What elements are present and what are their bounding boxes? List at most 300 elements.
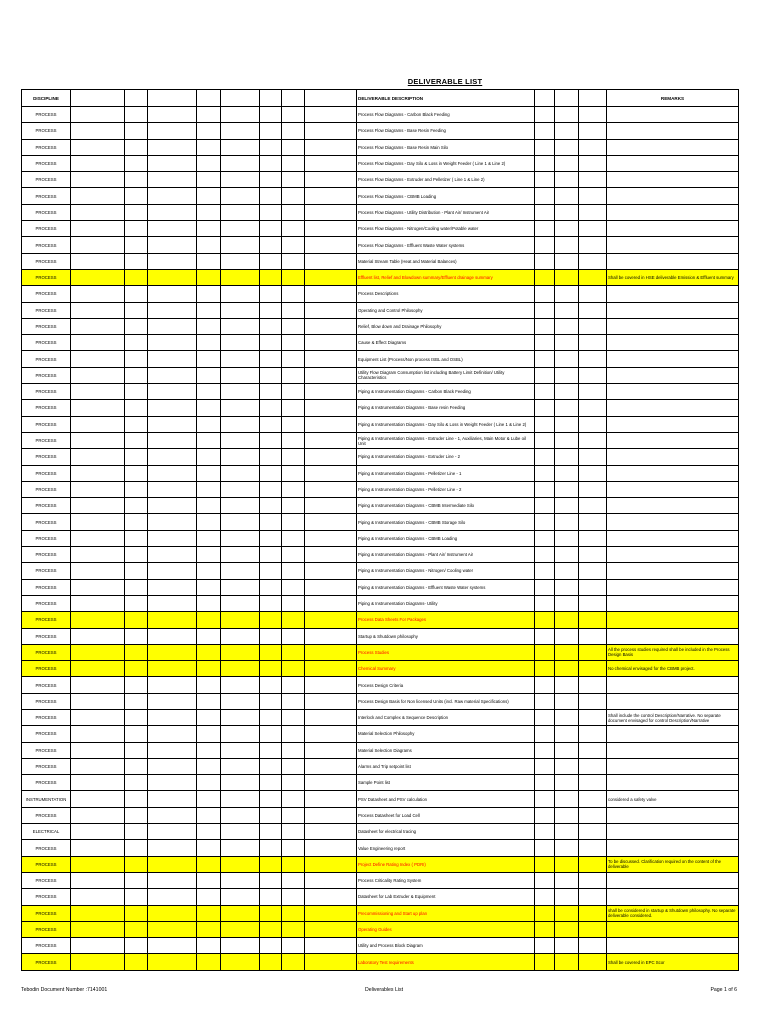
cell-empty <box>555 677 579 693</box>
cell-empty <box>148 579 197 595</box>
cell-empty <box>260 286 282 302</box>
cell-empty <box>535 938 555 954</box>
cell-empty <box>579 758 607 774</box>
cell-empty <box>555 530 579 546</box>
cell-empty <box>71 253 125 269</box>
cell-empty <box>197 384 221 400</box>
cell-empty <box>125 302 148 318</box>
cell-empty <box>221 775 260 791</box>
cell-empty <box>221 742 260 758</box>
cell-empty <box>260 318 282 334</box>
cell-empty <box>282 547 305 563</box>
cell-remarks <box>607 465 739 481</box>
cell-empty <box>71 286 125 302</box>
cell-remarks <box>607 221 739 237</box>
cell-empty <box>197 856 221 872</box>
cell-empty <box>555 726 579 742</box>
table-row <box>22 204 739 220</box>
cell-empty <box>221 807 260 823</box>
cell-empty <box>579 872 607 888</box>
cell-empty <box>148 449 197 465</box>
cell-description: Piping & Instrumentation Diagrams - CBMB Storage Silo <box>357 514 535 530</box>
cell-empty <box>535 335 555 351</box>
cell-discipline: PROCESS <box>22 954 71 970</box>
cell-empty <box>221 856 260 872</box>
cell-empty <box>221 204 260 220</box>
table-row <box>22 107 739 123</box>
table-row <box>22 775 739 791</box>
cell-description: Process Criticality Rating System <box>357 872 535 888</box>
cell-empty <box>579 498 607 514</box>
cell-description: Material Selection Philosophy <box>357 726 535 742</box>
cell-empty <box>148 432 197 448</box>
cell-empty <box>221 709 260 725</box>
table-header-row <box>22 90 739 107</box>
cell-discipline: PROCESS <box>22 612 71 628</box>
cell-empty <box>555 775 579 791</box>
cell-discipline: PROCESS <box>22 481 71 497</box>
cell-empty <box>221 400 260 416</box>
cell-empty <box>305 872 357 888</box>
cell-description: Value Engineering report <box>357 840 535 856</box>
cell-empty <box>579 465 607 481</box>
cell-empty <box>282 221 305 237</box>
cell-empty <box>125 530 148 546</box>
cell-empty <box>197 563 221 579</box>
cell-empty <box>282 498 305 514</box>
cell-empty <box>579 824 607 840</box>
table-row <box>22 726 739 742</box>
cell-empty <box>579 644 607 660</box>
cell-empty <box>197 905 221 921</box>
cell-empty <box>71 335 125 351</box>
cell-remarks <box>607 335 739 351</box>
cell-empty <box>535 579 555 595</box>
cell-empty <box>282 758 305 774</box>
cell-empty <box>579 237 607 253</box>
cell-empty <box>555 123 579 139</box>
cell-empty <box>71 856 125 872</box>
cell-empty <box>282 530 305 546</box>
cell-description: Process Flow Diagrams - Base Resin Feeding <box>357 123 535 139</box>
cell-empty <box>260 269 282 285</box>
cell-empty <box>197 938 221 954</box>
cell-remarks <box>607 742 739 758</box>
cell-empty <box>221 758 260 774</box>
table-row <box>22 514 739 530</box>
cell-discipline: PROCESS <box>22 693 71 709</box>
cell-empty <box>221 921 260 937</box>
table-row <box>22 123 739 139</box>
cell-empty <box>282 204 305 220</box>
cell-empty <box>305 693 357 709</box>
cell-empty <box>197 335 221 351</box>
cell-empty <box>148 547 197 563</box>
cell-description: Process Flow Diagrams - Nitrogen/Cooling water/Potable water <box>357 221 535 237</box>
cell-empty <box>71 954 125 970</box>
cell-empty <box>221 612 260 628</box>
cell-empty <box>125 872 148 888</box>
table-row <box>22 856 739 872</box>
cell-empty <box>221 465 260 481</box>
cell-empty <box>148 726 197 742</box>
cell-empty <box>148 791 197 807</box>
cell-empty <box>71 563 125 579</box>
cell-empty <box>305 237 357 253</box>
cell-empty <box>148 872 197 888</box>
cell-empty <box>71 547 125 563</box>
cell-empty <box>305 644 357 660</box>
cell-empty <box>148 612 197 628</box>
cell-empty <box>71 172 125 188</box>
cell-empty <box>148 302 197 318</box>
cell-empty <box>535 400 555 416</box>
cell-empty <box>197 791 221 807</box>
table-row <box>22 628 739 644</box>
cell-remarks <box>607 351 739 367</box>
cell-empty <box>305 514 357 530</box>
cell-remarks <box>607 824 739 840</box>
cell-empty <box>555 661 579 677</box>
cell-empty <box>305 856 357 872</box>
cell-empty <box>305 465 357 481</box>
cell-empty <box>555 856 579 872</box>
cell-remarks <box>607 400 739 416</box>
cell-empty <box>197 726 221 742</box>
cell-empty <box>125 335 148 351</box>
table-row <box>22 563 739 579</box>
cell-description: Interlock and Complex & Sequence Description <box>357 709 535 725</box>
cell-empty <box>197 628 221 644</box>
cell-empty <box>282 595 305 611</box>
cell-empty <box>555 286 579 302</box>
cell-empty <box>125 791 148 807</box>
cell-empty <box>282 693 305 709</box>
cell-empty <box>71 938 125 954</box>
cell-empty <box>579 221 607 237</box>
cell-empty <box>197 530 221 546</box>
cell-empty <box>535 286 555 302</box>
cell-empty <box>71 661 125 677</box>
cell-remarks <box>607 432 739 448</box>
cell-remarks <box>607 514 739 530</box>
cell-empty <box>148 465 197 481</box>
cell-empty <box>555 628 579 644</box>
cell-discipline: PROCESS <box>22 432 71 448</box>
cell-empty <box>260 123 282 139</box>
cell-empty <box>197 221 221 237</box>
cell-empty <box>71 351 125 367</box>
cell-empty <box>71 693 125 709</box>
cell-empty <box>555 416 579 432</box>
cell-discipline: PROCESS <box>22 400 71 416</box>
cell-description: Process Design Basis for Non licensed Units (incl. Raw material Specifications) <box>357 693 535 709</box>
cell-empty <box>555 758 579 774</box>
cell-empty <box>282 742 305 758</box>
cell-empty <box>125 905 148 921</box>
cell-remarks <box>607 384 739 400</box>
cell-empty <box>125 155 148 171</box>
cell-empty <box>555 318 579 334</box>
cell-empty <box>148 498 197 514</box>
table-row <box>22 237 739 253</box>
cell-description: Relief, Blow down and Drainage Philosophy <box>357 318 535 334</box>
cell-empty <box>535 269 555 285</box>
cell-empty <box>148 824 197 840</box>
cell-remarks <box>607 481 739 497</box>
cell-empty <box>260 921 282 937</box>
cell-empty <box>282 872 305 888</box>
cell-empty <box>555 579 579 595</box>
cell-remarks: Shall be covered in HSE deliverable Emission & Effluent summary <box>607 269 739 285</box>
cell-empty <box>579 905 607 921</box>
cell-remarks <box>607 563 739 579</box>
cell-empty <box>125 498 148 514</box>
cell-empty <box>221 905 260 921</box>
cell-empty <box>221 481 260 497</box>
cell-empty <box>260 758 282 774</box>
cell-discipline: PROCESS <box>22 905 71 921</box>
table-row <box>22 954 739 970</box>
cell-description: PSV Datasheet and PSV calculation <box>357 791 535 807</box>
cell-empty <box>305 824 357 840</box>
cell-empty <box>305 840 357 856</box>
cell-empty <box>125 432 148 448</box>
table-row <box>22 221 739 237</box>
cell-empty <box>148 221 197 237</box>
table-row <box>22 758 739 774</box>
cell-empty <box>555 253 579 269</box>
cell-empty <box>282 367 305 383</box>
cell-empty <box>260 335 282 351</box>
cell-empty <box>71 188 125 204</box>
cell-empty <box>260 791 282 807</box>
cell-empty <box>71 758 125 774</box>
cell-empty <box>535 204 555 220</box>
cell-empty <box>260 416 282 432</box>
cell-empty <box>282 172 305 188</box>
cell-remarks <box>607 139 739 155</box>
cell-empty <box>221 840 260 856</box>
cell-empty <box>579 318 607 334</box>
cell-empty <box>535 709 555 725</box>
cell-empty <box>125 758 148 774</box>
cell-empty <box>305 954 357 970</box>
cell-empty <box>221 253 260 269</box>
cell-empty <box>579 400 607 416</box>
cell-empty <box>305 432 357 448</box>
cell-discipline: PROCESS <box>22 465 71 481</box>
cell-description: Piping & Instrumentation Diagrams - Effluent Waste Water systems <box>357 579 535 595</box>
cell-empty <box>579 107 607 123</box>
table-row <box>22 286 739 302</box>
cell-discipline: PROCESS <box>22 547 71 563</box>
table-row <box>22 709 739 725</box>
cell-empty <box>579 367 607 383</box>
cell-description: Piping & Instrumentation Diagrams - Extruder Line - 2 <box>357 449 535 465</box>
cell-empty <box>305 530 357 546</box>
cell-empty <box>305 709 357 725</box>
cell-empty <box>71 416 125 432</box>
cell-empty <box>535 172 555 188</box>
cell-empty <box>71 481 125 497</box>
cell-empty <box>125 286 148 302</box>
cell-empty <box>535 188 555 204</box>
cell-empty <box>125 221 148 237</box>
cell-empty <box>221 139 260 155</box>
cell-empty <box>282 155 305 171</box>
cell-empty <box>125 579 148 595</box>
cell-remarks <box>607 840 739 856</box>
cell-discipline: PROCESS <box>22 123 71 139</box>
cell-empty <box>260 677 282 693</box>
cell-empty <box>221 432 260 448</box>
cell-empty <box>197 889 221 905</box>
cell-remarks: No chemical envisaged for the CBMB project. <box>607 661 739 677</box>
cell-empty <box>282 449 305 465</box>
cell-discipline: PROCESS <box>22 351 71 367</box>
cell-discipline: PROCESS <box>22 677 71 693</box>
header-discipline: DISCIPLINE <box>22 90 71 107</box>
cell-empty <box>282 237 305 253</box>
cell-empty <box>260 237 282 253</box>
cell-empty <box>305 628 357 644</box>
table-row <box>22 253 739 269</box>
cell-empty <box>555 351 579 367</box>
cell-empty <box>260 188 282 204</box>
table-row <box>22 302 739 318</box>
cell-empty <box>221 938 260 954</box>
cell-empty <box>71 612 125 628</box>
cell-discipline: PROCESS <box>22 758 71 774</box>
cell-discipline: PROCESS <box>22 237 71 253</box>
cell-empty <box>260 449 282 465</box>
cell-empty <box>282 905 305 921</box>
cell-empty <box>282 465 305 481</box>
cell-empty <box>148 856 197 872</box>
cell-empty <box>305 905 357 921</box>
cell-empty <box>282 824 305 840</box>
cell-empty <box>221 693 260 709</box>
cell-empty <box>148 840 197 856</box>
cell-empty <box>282 335 305 351</box>
cell-empty <box>71 465 125 481</box>
cell-remarks <box>607 530 739 546</box>
cell-empty <box>148 563 197 579</box>
cell-empty <box>197 123 221 139</box>
cell-empty <box>535 563 555 579</box>
cell-empty <box>282 253 305 269</box>
cell-description: Process Flow Diagrams - Day Silo & Loss in Weight Feeder ( Line 1 & Line 2) <box>357 155 535 171</box>
cell-empty <box>579 351 607 367</box>
table-row <box>22 498 739 514</box>
cell-empty <box>148 661 197 677</box>
cell-empty <box>71 872 125 888</box>
cell-empty <box>282 286 305 302</box>
cell-empty <box>221 889 260 905</box>
cell-empty <box>305 481 357 497</box>
table-row <box>22 872 739 888</box>
cell-empty <box>197 237 221 253</box>
cell-description: Precommissioning and Start up plan <box>357 905 535 921</box>
cell-empty <box>260 547 282 563</box>
cell-empty <box>71 432 125 448</box>
cell-empty <box>579 286 607 302</box>
cell-empty <box>221 351 260 367</box>
cell-empty <box>221 286 260 302</box>
cell-empty <box>282 677 305 693</box>
cell-description: Process Flow Diagrams - Base Resin Main Silo <box>357 139 535 155</box>
cell-empty <box>305 758 357 774</box>
cell-empty <box>555 889 579 905</box>
cell-description: Datasheet for electrical tracing <box>357 824 535 840</box>
cell-description: Material Selection Diagrams <box>357 742 535 758</box>
cell-empty <box>555 237 579 253</box>
cell-empty <box>555 400 579 416</box>
cell-description: Utility and Process Block Diagram <box>357 938 535 954</box>
cell-empty <box>197 677 221 693</box>
deliverables-table <box>21 89 739 971</box>
cell-empty <box>71 807 125 823</box>
cell-empty <box>125 726 148 742</box>
cell-empty <box>260 693 282 709</box>
cell-empty <box>579 628 607 644</box>
cell-empty <box>282 775 305 791</box>
cell-description: Piping & Instrumentation Diagrams - Day Silo & Loss in Weight Feeder ( Line 1 & Line 2) <box>357 416 535 432</box>
cell-description: Equipment List (Process/Non process ISBL and OSBL) <box>357 351 535 367</box>
cell-empty <box>71 579 125 595</box>
cell-discipline: PROCESS <box>22 269 71 285</box>
cell-empty <box>282 107 305 123</box>
cell-empty <box>282 139 305 155</box>
cell-empty <box>579 693 607 709</box>
cell-empty <box>125 775 148 791</box>
cell-empty <box>535 889 555 905</box>
cell-empty <box>197 775 221 791</box>
cell-empty <box>125 318 148 334</box>
cell-empty <box>282 432 305 448</box>
cell-empty <box>71 367 125 383</box>
cell-remarks <box>607 938 739 954</box>
cell-empty <box>148 253 197 269</box>
cell-remarks <box>607 872 739 888</box>
cell-empty <box>535 644 555 660</box>
cell-empty <box>197 840 221 856</box>
cell-empty <box>535 237 555 253</box>
cell-empty <box>197 954 221 970</box>
cell-empty <box>71 237 125 253</box>
cell-empty <box>305 335 357 351</box>
cell-empty <box>305 367 357 383</box>
cell-empty <box>125 807 148 823</box>
cell-empty <box>71 742 125 758</box>
cell-empty <box>148 481 197 497</box>
cell-empty <box>305 123 357 139</box>
cell-empty <box>282 807 305 823</box>
table-row <box>22 938 739 954</box>
cell-empty <box>125 889 148 905</box>
cell-empty <box>221 107 260 123</box>
cell-empty <box>535 742 555 758</box>
cell-empty <box>71 155 125 171</box>
cell-empty <box>305 204 357 220</box>
cell-empty <box>260 709 282 725</box>
cell-empty <box>125 253 148 269</box>
cell-empty <box>305 775 357 791</box>
cell-empty <box>535 612 555 628</box>
cell-discipline: PROCESS <box>22 253 71 269</box>
table-row <box>22 742 739 758</box>
